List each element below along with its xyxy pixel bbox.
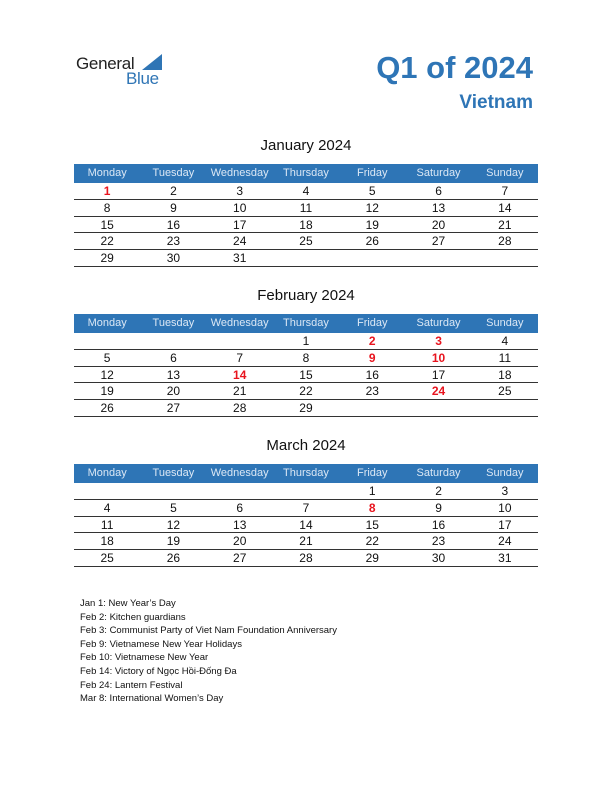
day-cell: 18 (100, 534, 114, 549)
day-cell: 27 (233, 551, 247, 566)
holiday-note: Feb 10: Vietnamese New Year (80, 652, 209, 664)
weekday-label: Friday (356, 467, 388, 479)
week-row (74, 183, 538, 200)
day-cell: 22 (100, 234, 114, 249)
day-cell: 25 (498, 384, 512, 399)
week-row (74, 217, 538, 234)
day-cell: 16 (365, 367, 379, 382)
day-cell: 11 (498, 350, 512, 365)
day-cell (405, 250, 471, 266)
brand-logo (76, 52, 176, 88)
day-cell: 10 (233, 200, 247, 215)
week-row (74, 350, 538, 367)
week-row (74, 517, 538, 534)
day-cell: 29 (299, 401, 313, 416)
weekday-label: Thursday (283, 317, 329, 329)
day-cell: 23 (166, 234, 181, 249)
day-cell: 9 (170, 200, 177, 215)
weekday-label: Monday (87, 467, 127, 479)
day-cell: 15 (100, 217, 114, 232)
weekday-label: Monday (87, 167, 127, 179)
day-cell: 5 (368, 184, 376, 198)
day-cell: 22 (365, 534, 379, 549)
weekday-label: Saturday (416, 467, 461, 479)
page-title: Q1 of 2024 (376, 50, 533, 85)
day-cell: 21 (498, 217, 512, 232)
day-cell: 2 (435, 484, 442, 498)
day-cell: 17 (431, 367, 446, 382)
day-cell: 25 (100, 551, 114, 566)
weekday-label: Wednesday (210, 467, 269, 479)
day-cell (207, 483, 273, 499)
day-cell: 16 (166, 217, 181, 232)
day-cell: 6 (435, 184, 442, 198)
holiday-date: 1 (103, 184, 111, 198)
day-cell: 19 (365, 217, 379, 232)
day-cell (74, 333, 140, 349)
day-cell: 7 (501, 184, 509, 198)
day-cell: 4 (302, 184, 310, 198)
day-cell: 29 (100, 251, 114, 266)
day-cell: 3 (501, 484, 509, 498)
weekday-label: Sunday (486, 317, 524, 329)
month-calendar (74, 288, 538, 417)
day-cell: 13 (166, 367, 181, 382)
day-cell: 21 (233, 384, 247, 399)
day-cell: 14 (498, 200, 512, 215)
day-cell (405, 400, 471, 416)
day-cell (273, 483, 339, 499)
day-cell: 8 (302, 350, 310, 365)
day-cell: 15 (299, 367, 313, 382)
day-cell: 30 (431, 551, 446, 566)
weekday-label: Wednesday (210, 317, 269, 329)
week-row (74, 550, 538, 567)
day-cell: 12 (365, 200, 379, 215)
day-cell: 18 (299, 217, 313, 232)
day-cell: 16 (431, 517, 446, 532)
holiday-date: 9 (368, 350, 376, 365)
brand-triangle-icon (142, 54, 162, 70)
brand-name-blue: Blue (126, 69, 159, 88)
day-cell: 24 (233, 234, 247, 249)
week-row (74, 400, 538, 417)
holiday-note: Feb 9: Vietnamese New Year Holidays (80, 638, 242, 650)
weekday-label: Saturday (416, 167, 461, 179)
day-cell: 26 (365, 234, 379, 249)
day-cell (472, 250, 538, 266)
week-row (74, 500, 538, 517)
brand-name-general: General (76, 54, 135, 73)
day-cell: 10 (498, 500, 512, 515)
week-row (74, 533, 538, 550)
week-row (74, 200, 538, 217)
holiday-date: 14 (233, 367, 247, 382)
day-cell: 20 (233, 534, 247, 549)
day-cell: 26 (100, 401, 114, 416)
day-cell: 8 (103, 200, 111, 215)
day-cell: 13 (233, 517, 247, 532)
day-cell: 6 (170, 350, 177, 365)
weekday-label: Monday (87, 317, 127, 329)
weekday-header (74, 164, 538, 183)
day-cell (339, 250, 405, 266)
weekday-label: Wednesday (210, 167, 269, 179)
day-cell: 31 (233, 251, 247, 266)
day-cell: 19 (166, 534, 181, 549)
week-row (74, 383, 538, 400)
day-cell: 13 (431, 200, 446, 215)
weekday-label: Sunday (486, 167, 524, 179)
weekday-label: Friday (356, 317, 388, 329)
holiday-date: 8 (368, 500, 376, 515)
day-cell: 3 (236, 184, 244, 198)
day-cell: 30 (166, 251, 181, 266)
month-title: March 2024 (266, 437, 346, 454)
month-calendar (74, 438, 538, 567)
day-cell: 25 (299, 234, 313, 249)
holiday-note: Feb 2: Kitchen guardians (80, 611, 186, 623)
country-name: Vietnam (459, 92, 533, 113)
weekday-header (74, 314, 538, 333)
day-cell: 20 (431, 217, 446, 232)
holiday-note: Jan 1: New Year’s Day (80, 598, 176, 609)
day-cell: 28 (299, 551, 313, 566)
day-cell (140, 333, 206, 349)
day-cell (339, 400, 405, 416)
day-cell: 12 (166, 517, 181, 532)
weekday-label: Saturday (416, 317, 461, 329)
holiday-date: 24 (431, 384, 446, 399)
day-cell (140, 483, 206, 499)
day-cell: 22 (299, 384, 313, 399)
week-row (74, 367, 538, 384)
day-cell: 14 (299, 517, 313, 532)
holiday-note: Feb 3: Communist Party of Viet Nam Foundation Anniversary (80, 625, 337, 637)
month-calendar (74, 138, 538, 267)
weekday-label: Sunday (486, 467, 524, 479)
week-row (74, 233, 538, 250)
day-cell: 26 (166, 551, 181, 566)
day-cell: 21 (299, 534, 313, 549)
day-cell: 11 (299, 200, 313, 215)
day-cell: 27 (431, 234, 446, 249)
month-title: February 2024 (257, 287, 355, 304)
day-cell: 23 (431, 534, 446, 549)
day-cell: 23 (365, 384, 379, 399)
weekday-header (74, 464, 538, 483)
day-cell (273, 250, 339, 266)
day-cell (472, 400, 538, 416)
week-row (74, 483, 538, 500)
day-cell: 17 (498, 517, 512, 532)
week-row (74, 333, 538, 350)
weekday-label: Thursday (283, 467, 329, 479)
holiday-notes (80, 597, 337, 706)
day-cell: 4 (501, 334, 509, 348)
weekday-label: Thursday (283, 167, 329, 179)
day-cell: 19 (100, 384, 114, 399)
day-cell: 31 (498, 551, 512, 566)
holiday-note: Mar 8: International Women’s Day (80, 693, 224, 705)
day-cell: 11 (100, 517, 114, 532)
day-cell (207, 333, 273, 349)
holiday-note: Feb 24: Lantern Festival (80, 679, 183, 691)
weekday-label: Tuesday (152, 167, 195, 179)
day-cell: 20 (166, 384, 181, 399)
day-cell: 27 (166, 401, 181, 416)
weekday-label: Tuesday (152, 467, 195, 479)
day-cell: 5 (103, 350, 111, 365)
day-cell: 7 (302, 500, 310, 515)
day-cell: 28 (233, 401, 247, 416)
day-cell: 7 (236, 350, 244, 365)
day-cell: 1 (368, 484, 376, 498)
day-cell: 18 (498, 367, 512, 382)
day-cell: 1 (302, 334, 310, 348)
day-cell: 24 (498, 534, 512, 549)
holiday-date: 3 (435, 334, 442, 348)
day-cell (74, 483, 140, 499)
holiday-date: 2 (368, 334, 376, 348)
holiday-date: 10 (431, 350, 446, 365)
day-cell: 29 (365, 551, 379, 566)
day-cell: 17 (233, 217, 247, 232)
holiday-note: Feb 14: Victory of Ngọc Hồi-Đống Đa (80, 665, 237, 677)
day-cell: 28 (498, 234, 512, 249)
week-row (74, 250, 538, 267)
day-cell: 5 (170, 500, 177, 515)
day-cell: 4 (103, 500, 111, 515)
day-cell: 12 (100, 367, 114, 382)
weekday-label: Friday (356, 167, 388, 179)
day-cell: 9 (435, 500, 442, 515)
weekday-label: Tuesday (152, 317, 195, 329)
day-cell: 2 (170, 184, 177, 198)
day-cell: 6 (236, 500, 244, 515)
month-title: January 2024 (260, 137, 352, 154)
day-cell: 15 (365, 517, 379, 532)
